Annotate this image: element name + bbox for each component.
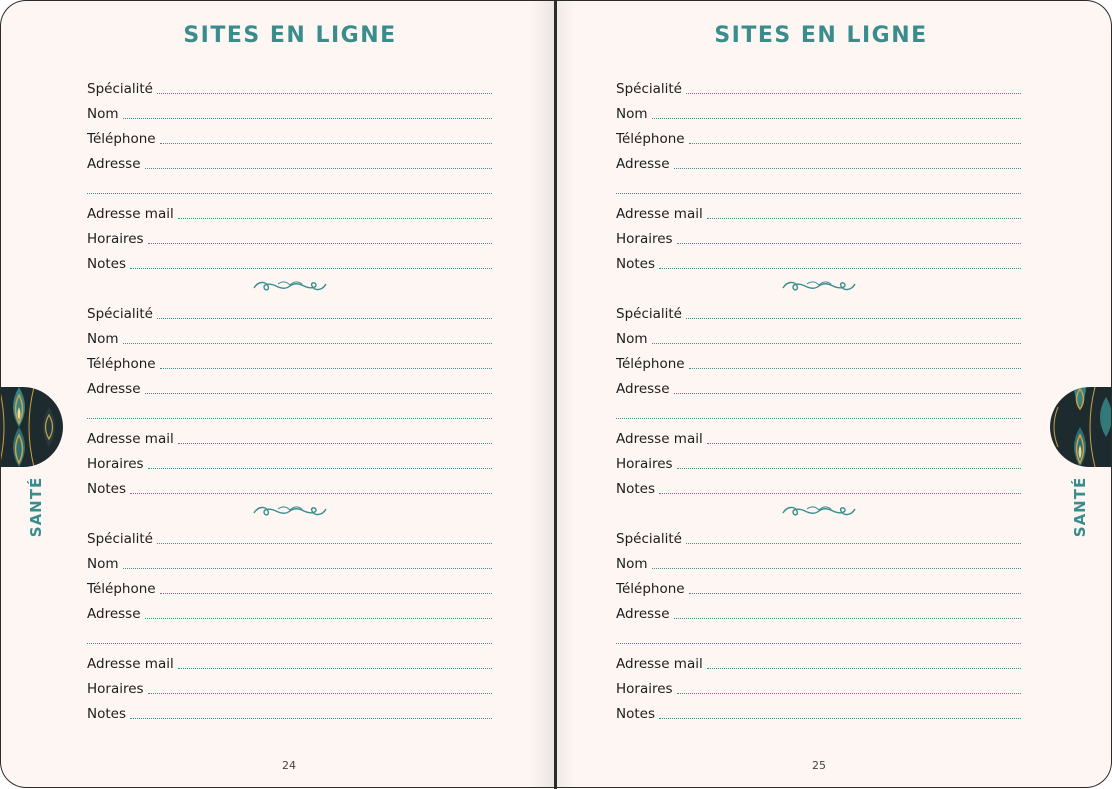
horaires-label: Horaires (87, 231, 144, 247)
section-tab-label: SANTÉ (1071, 476, 1090, 538)
contact-form (87, 73, 492, 723)
section-tab[interactable] (0, 387, 63, 467)
adresse-mail-label: Adresse mail (616, 206, 703, 222)
dotted-write-line[interactable] (616, 193, 1021, 194)
telephone-label: Téléphone (87, 131, 156, 147)
adresse-mail-label: Adresse mail (616, 431, 703, 447)
nom-label: Nom (87, 106, 119, 122)
nom-field[interactable] (616, 548, 1021, 573)
specialite-label: Spécialité (616, 306, 682, 322)
dotted-write-line[interactable] (616, 418, 1021, 419)
left-page (0, 0, 555, 788)
adresse-label: Adresse (616, 606, 670, 622)
dotted-write-line[interactable] (87, 418, 492, 419)
adresse-line-2[interactable] (87, 173, 492, 198)
horaires-field[interactable] (616, 673, 1021, 698)
dotted-write-line[interactable] (123, 118, 492, 119)
dotted-write-line[interactable] (674, 168, 1022, 169)
page-title: SITES EN LIGNE (183, 23, 397, 48)
dotted-write-line[interactable] (652, 568, 1021, 569)
telephone-field[interactable] (87, 348, 492, 373)
dotted-write-line[interactable] (659, 268, 1021, 269)
dotted-write-line[interactable] (677, 693, 1021, 694)
nom-field[interactable] (87, 323, 492, 348)
adresse-mail-label: Adresse mail (87, 431, 174, 447)
telephone-label: Téléphone (616, 131, 685, 147)
specialite-label: Spécialité (87, 81, 153, 97)
dotted-write-line[interactable] (145, 168, 493, 169)
adresse-field[interactable] (87, 148, 492, 173)
adresse-line-2[interactable] (616, 398, 1021, 423)
dotted-write-line[interactable] (178, 443, 492, 444)
dotted-write-line[interactable] (160, 368, 492, 369)
notes-label: Notes (87, 706, 126, 722)
nom-field[interactable] (87, 98, 492, 123)
flourish-divider-icon (781, 279, 857, 293)
adresse-label: Adresse (87, 381, 141, 397)
dotted-write-line[interactable] (659, 493, 1021, 494)
dotted-write-line[interactable] (178, 218, 492, 219)
nom-label: Nom (87, 331, 119, 347)
dotted-write-line[interactable] (686, 318, 1021, 319)
adresse-mail-field[interactable] (616, 423, 1021, 448)
adresse-mail-field[interactable] (616, 648, 1021, 673)
adresse-field[interactable] (616, 148, 1021, 173)
dotted-write-line[interactable] (130, 718, 492, 719)
ornament-divider (616, 498, 1021, 523)
adresse-mail-label: Adresse mail (87, 656, 174, 672)
nom-label: Nom (616, 331, 648, 347)
specialite-field[interactable] (616, 523, 1021, 548)
adresse-field[interactable] (87, 598, 492, 623)
notes-field[interactable] (616, 248, 1021, 273)
page-number: 25 (812, 759, 826, 772)
notes-field[interactable] (616, 473, 1021, 498)
telephone-field[interactable] (616, 123, 1021, 148)
dotted-write-line[interactable] (616, 643, 1021, 644)
adresse-label: Adresse (87, 606, 141, 622)
horaires-field[interactable] (616, 448, 1021, 473)
dotted-write-line[interactable] (148, 693, 492, 694)
telephone-label: Téléphone (87, 356, 156, 372)
specialite-label: Spécialité (616, 531, 682, 547)
dotted-write-line[interactable] (659, 718, 1021, 719)
dotted-write-line[interactable] (123, 568, 492, 569)
horaires-label: Horaires (87, 681, 144, 697)
notes-label: Notes (616, 481, 655, 497)
dotted-write-line[interactable] (87, 643, 492, 644)
page-number: 24 (282, 759, 296, 772)
specialite-label: Spécialité (87, 531, 153, 547)
nom-field[interactable] (616, 98, 1021, 123)
horaires-field[interactable] (87, 448, 492, 473)
dotted-write-line[interactable] (689, 143, 1021, 144)
horaires-field[interactable] (616, 223, 1021, 248)
telephone-field[interactable] (87, 573, 492, 598)
flourish-divider-icon (252, 504, 328, 518)
art-deco-pattern-icon (1050, 387, 1112, 467)
section-tab[interactable] (1050, 387, 1112, 467)
dotted-write-line[interactable] (707, 443, 1021, 444)
specialite-field[interactable] (616, 298, 1021, 323)
telephone-label: Téléphone (616, 356, 685, 372)
nom-label: Nom (87, 556, 119, 572)
art-deco-pattern-icon (0, 387, 63, 467)
dotted-write-line[interactable] (123, 343, 492, 344)
dotted-write-line[interactable] (674, 393, 1022, 394)
dotted-write-line[interactable] (689, 593, 1021, 594)
dotted-write-line[interactable] (707, 668, 1021, 669)
adresse-label: Adresse (87, 156, 141, 172)
adresse-field[interactable] (87, 373, 492, 398)
right-page (557, 0, 1112, 788)
adresse-line-2[interactable] (616, 623, 1021, 648)
horaires-label: Horaires (616, 681, 673, 697)
dotted-write-line[interactable] (157, 543, 492, 544)
dotted-write-line[interactable] (689, 368, 1021, 369)
dotted-write-line[interactable] (677, 243, 1021, 244)
nom-field[interactable] (87, 548, 492, 573)
notes-label: Notes (87, 256, 126, 272)
adresse-mail-field[interactable] (87, 423, 492, 448)
dotted-write-line[interactable] (160, 143, 492, 144)
specialite-field[interactable] (616, 73, 1021, 98)
notes-field[interactable] (87, 698, 492, 723)
dotted-write-line[interactable] (677, 468, 1021, 469)
adresse-mail-field[interactable] (616, 198, 1021, 223)
dotted-write-line[interactable] (707, 218, 1021, 219)
telephone-field[interactable] (87, 123, 492, 148)
horaires-label: Horaires (87, 456, 144, 472)
telephone-label: Téléphone (87, 581, 156, 597)
adresse-mail-label: Adresse mail (87, 206, 174, 222)
horaires-field[interactable] (87, 673, 492, 698)
flourish-divider-icon (252, 279, 328, 293)
dotted-write-line[interactable] (686, 93, 1021, 94)
nom-label: Nom (616, 106, 648, 122)
dotted-write-line[interactable] (157, 318, 492, 319)
dotted-write-line[interactable] (157, 93, 492, 94)
notes-label: Notes (616, 256, 655, 272)
horaires-label: Horaires (616, 231, 673, 247)
specialite-field[interactable] (87, 298, 492, 323)
section-tab-label: SANTÉ (27, 476, 46, 538)
ornament-divider (87, 498, 492, 523)
notes-field[interactable] (87, 248, 492, 273)
telephone-field[interactable] (616, 348, 1021, 373)
dotted-write-line[interactable] (160, 593, 492, 594)
specialite-label: Spécialité (616, 81, 682, 97)
dotted-write-line[interactable] (148, 243, 492, 244)
adresse-label: Adresse (616, 156, 670, 172)
dotted-write-line[interactable] (87, 193, 492, 194)
notes-field[interactable] (616, 698, 1021, 723)
telephone-label: Téléphone (616, 581, 685, 597)
dotted-write-line[interactable] (652, 118, 1021, 119)
dotted-write-line[interactable] (652, 343, 1021, 344)
dotted-write-line[interactable] (178, 668, 492, 669)
contact-form (616, 73, 1021, 723)
notes-field[interactable] (87, 473, 492, 498)
dotted-write-line[interactable] (130, 268, 492, 269)
dotted-write-line[interactable] (686, 543, 1021, 544)
dotted-write-line[interactable] (130, 493, 492, 494)
nom-field[interactable] (616, 323, 1021, 348)
adresse-label: Adresse (616, 381, 670, 397)
page-title: SITES EN LIGNE (714, 23, 928, 48)
specialite-label: Spécialité (87, 306, 153, 322)
telephone-field[interactable] (616, 573, 1021, 598)
specialite-field[interactable] (87, 73, 492, 98)
horaires-field[interactable] (87, 223, 492, 248)
dotted-write-line[interactable] (145, 393, 493, 394)
adresse-line-2[interactable] (616, 173, 1021, 198)
adresse-line-2[interactable] (87, 398, 492, 423)
adresse-line-2[interactable] (87, 623, 492, 648)
adresse-field[interactable] (616, 373, 1021, 398)
horaires-label: Horaires (616, 456, 673, 472)
adresse-mail-field[interactable] (87, 198, 492, 223)
dotted-write-line[interactable] (148, 468, 492, 469)
adresse-mail-label: Adresse mail (616, 656, 703, 672)
flourish-divider-icon (781, 504, 857, 518)
notes-label: Notes (616, 706, 655, 722)
notes-label: Notes (87, 481, 126, 497)
adresse-mail-field[interactable] (87, 648, 492, 673)
dotted-write-line[interactable] (674, 618, 1022, 619)
adresse-field[interactable] (616, 598, 1021, 623)
ornament-divider (616, 273, 1021, 298)
ornament-divider (87, 273, 492, 298)
nom-label: Nom (616, 556, 648, 572)
dotted-write-line[interactable] (145, 618, 493, 619)
specialite-field[interactable] (87, 523, 492, 548)
